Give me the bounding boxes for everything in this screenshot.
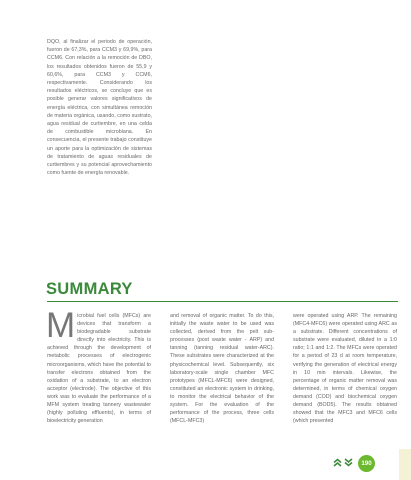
double-chevron-up-svg — [333, 458, 342, 467]
double-chevron-up-icon[interactable] — [333, 458, 342, 469]
summary-column-2 — [170, 312, 274, 425]
double-chevron-down-svg — [344, 458, 353, 467]
summary-column-2-text: and removal of organic matter. To do this, initially the waste water to be used was collected, derived from the pelt sub-processes (post waste water - ARP) and tanning (tanning residual water-ARC). These substrates were characterized at the physicochemical level. Subsequently, six laboratory-scale single chamber MFC prototypes (MFCL-MFC6) were designed, constituted an electronic system in drinking, to monitor the electrical behavior of the system. For the evaluation of the performance of the process, three cells (MFCL-MFC3) — [170, 313, 274, 425]
summary-column-1 — [46, 306, 151, 425]
intro-text: DQO, al finalizar el periodo de operación, fueron de 67,3%, para CCM3 y 69,9%, para CCM6. Con relación a la remoción de DBO, los resultados obtenidos fueron de 55,9 y 60,6%, para CCM3 y CCM6, respectivamente. Considerando los resultados eléctricos, se concluye que es posible generar valores significativos de energía eléctrica, con simultánea remoción de materia orgánica, usando, como sustrato, agua residual de curtiembre, en una celda de combustible microbiana. En consecuencia, el presente trabajo constituye un aporte para la optimización de sistemas de tratamiento de aguas residuales de curtiembres y su potencial aprovechamiento como fuente de energía renovable. — [47, 39, 152, 177]
page-edge-tab — [399, 449, 411, 480]
summary-column-3 — [293, 312, 397, 425]
page-number-badge: 190 — [358, 455, 375, 472]
intro-paragraph — [47, 38, 152, 177]
page-navigation — [333, 456, 375, 470]
dropcap-letter: M — [46, 306, 76, 345]
double-chevron-down-icon[interactable] — [344, 458, 353, 469]
summary-column-1-text — [46, 306, 151, 425]
summary-divider — [47, 301, 398, 302]
summary-column-3-text: were operated using ARP. The remaining (MFC4-MFC6) were operated using ARC as a substrate. Different concentrations of substrate were evaluated, diluted in a 1:0 ratio; 1:1 and 1:2. The MFCs were operated for a period of 23 d at room temperature, verifying the generation of electrical energy in 10 min intervals. Likewise, the percentage of organic matter removal was determined, in terms of chemical oxygen demand (COD) and biochemical oxygen demand (BOD5). The results obtained showed that the MFC3 and MFC6 cells (which presented — [293, 313, 397, 425]
summary-heading: SUMMARY — [46, 280, 133, 298]
summary-column-1-body: icrobial fuel cells (MFCs) are devices that transform a biodegradable substrate directly into electricity. This is achieved through the development of metabolic processes of electrogenic microorganisms, which have the potential to transfer electrons obtained from the oxidation of a substrate, to an electron acceptor (electrode). The objective of this work was to evaluate the performance of a MFM system treating tannery wastewater (highly polluting effluents), in terms of bioelectricity generation — [47, 313, 151, 425]
